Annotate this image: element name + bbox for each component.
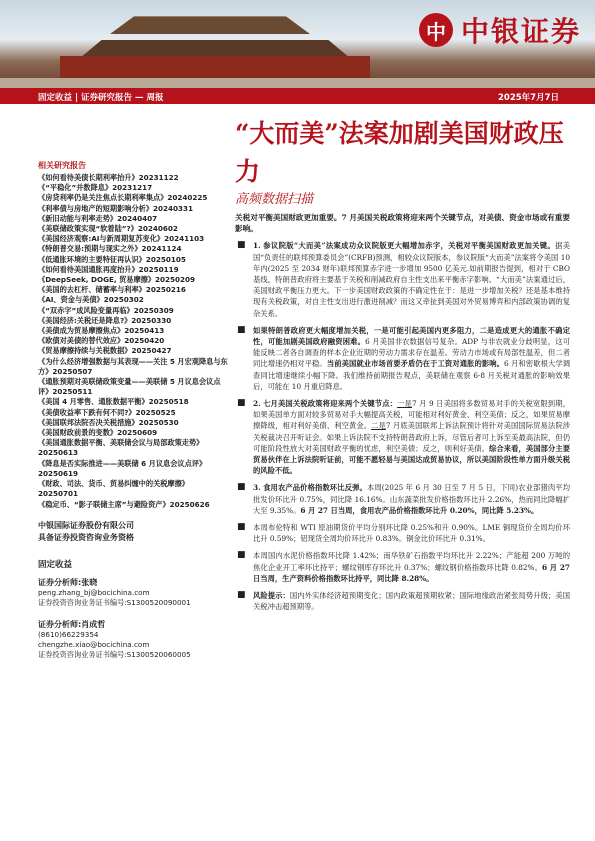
analyst-license: 证券投资咨询业务证书编号:S1300520060005 (38, 649, 191, 659)
related-item: 《AI、资金与美债》20250302 (38, 295, 144, 305)
related-research-list (38, 173, 228, 510)
point-text: 7 月底美国联邦上诉法院预计将针对美国国际贸易法院涉关税裁决召开听证会。如果上诉法院不支持特朗普政府上诉，尽管后者可上诉至美最高法院，但仍可能阶段性放大对美国财政平衡的忧虑，利空美债；反之，则利好美债。 (253, 421, 570, 453)
analyst-name: 证券分析师:张晓 (38, 577, 98, 587)
point-heading: 如果特朗普政府更大幅度增加关税，一是可能引起美国内更多阻力，二是造成更大的通胀不确定性，可能加剧美国政府融资困难。 (253, 325, 570, 347)
point-marker: 一是 (397, 399, 412, 409)
risk-text: 国内外实体经济超预期变化；国内政策超预期收紧；国际地缘政治紧张局势升级；美国关税冲击超预期等。 (253, 591, 571, 612)
related-item: 《如何看待美国通胀再度抬升》20250119 (38, 264, 179, 274)
point-emphasis: 6 月 27 日当周，食用农产品价格指数环比升 0.20%，同比降 5.23%。 (300, 505, 539, 515)
point-emphasis: 当前美国就业市场首要矛盾仍在于工资对通胀的影响。 (326, 359, 504, 369)
analyst-phone: (8610)66229354 (38, 629, 99, 639)
point-heading: 食用农产品价格指数环比反弹。 (263, 483, 367, 493)
forbidden-city-stairs (0, 78, 595, 88)
analyst-block (38, 620, 228, 660)
point-text: 6 月美国非农数据信号复杂。ADP 与非农就业分歧明显，这可能反映二者各自调查的样本企业近期的劳动力需求存在温差。劳动力市场或有局部性温差，但二者同比增速仍相对平稳。 (253, 337, 571, 369)
report-category-bar (0, 88, 595, 104)
related-item: 《财政、司法、货币、贸易纠缠中的关税摩擦》20250701 (38, 479, 189, 499)
analyst-license: 证券投资咨询业务证书编号:S1300520090001 (38, 597, 191, 607)
related-item: 《美债收益率下跌有何不同?》20250525 (38, 407, 176, 417)
report-category: 固定收益 | 证券研究报告 — 周报 (38, 93, 164, 103)
related-item: 《美债成为贸易摩擦焦点》20250413 (38, 326, 165, 336)
sidebar (38, 160, 228, 660)
lead-paragraph: 关税对平衡美国财政更加重要。7 月美国关税政策将迎来两个关键节点，对美债、资金市场或有重要影响。 (235, 213, 570, 234)
related-item: 《低通胀环境的主要特征再认识》20250105 (38, 254, 186, 264)
related-item: 《降息是否实际推进——美联储 6 月议息会议点评》20250619 (38, 458, 207, 478)
bullet-icon: ■ (237, 590, 246, 601)
analyst-block (38, 578, 228, 608)
point-text: 本周国内水泥价格指数环比降 1.42%；南华铁矿石指数平均环比升 2.22%；产能超 200 万吨的焦化企业开工率环比持平；螺纹钢库存环比升 0.37%；螺纹钢价格指数环比降 0.82%。 (253, 551, 570, 572)
header-banner (0, 0, 595, 88)
brand-name: 中银证券 (460, 15, 581, 48)
point-commodities (235, 522, 570, 544)
point-2 (235, 398, 570, 476)
related-item: 《“双赤字”成风险变量再临》20250309 (38, 305, 174, 315)
sector-label: 固定收益 (38, 559, 73, 570)
bullet-icon: ■ (237, 398, 246, 409)
point-3 (235, 482, 570, 516)
forbidden-city-roof-upper (110, 12, 310, 34)
related-item: 《DeepSeek, DOGE, 贸易摩擦》20250209 (38, 275, 196, 285)
forbidden-city-hall (60, 56, 370, 80)
point-emphasis: 综合来看，美国部分主要贸易伙伴在上诉法院听证前，可能不愿轻易与美国达成贸易协议，所以美国阶段性单方面升级关税的风险不低。 (253, 443, 571, 476)
point-emphasis: 6 月 27 日当周，生产资料价格指数环比持平，同比降 8.28%。 (253, 562, 571, 583)
related-research-header: 相关研究报告 (38, 161, 86, 170)
point-heading: 参议院版“大而美”法案成功众议院版更大幅增加赤字，关税对平衡美国财政更加关键。 (263, 241, 556, 251)
related-item: 《美国的去杠杆、储蓄率与利率》20250216 (38, 285, 186, 295)
related-item: 《“平稳化”并数降息》20231217 (38, 183, 153, 193)
point-text: 据美国“负责任的联邦预算委员会”(CRFB)预测，相较众议院版本，参议院版“大而美”法案将令美国 10 年内(2025 至 2034 财年)联邦预算赤字进一步增加 9500 亿美元.如前期报告提到，相对于 CBO 基线，特朗普政府将主要基于关税和削减政府自主性支出来平衡赤字影响。“大而美”法案通过后，美国财政平衡压力更大。下一步美国财政政策的不确定性在于：是进一步增加关税？还是基本维持现有关税政策，对自主性支出进行激进削减？而这又牵扯到美国对外贸易博弈和内部政策协调的复杂关系。 (253, 241, 570, 318)
point-number: 3. (253, 483, 261, 493)
analyst-email[interactable]: chengzhe.xiao@bocichina.com (38, 639, 150, 649)
related-item: 《美联储政策实现“软着陆”?》20240602 (38, 224, 178, 234)
boc-logo-icon: 中 (419, 13, 453, 47)
report-date: 2025年7月7日 (498, 93, 559, 103)
related-item: 《美国财政前景的变数》20250609 (38, 428, 158, 438)
point-number: 1. (253, 241, 261, 251)
related-item: 《美国联邦法院否决关税措施》20250530 (38, 417, 179, 427)
point-text: 本周布伦特和 WTI 原油期货价平均分别环比降 0.25%和升 0.90%。LME 铜现货价全周均价环比升 0.59%；铝现货全周均价环比升 0.83%。铜金比价环比升 0.31%。 (253, 523, 570, 544)
report-subtitle: 高频数据扫描 (235, 192, 314, 207)
related-item: 《美国 4 月零售、通胀数据平衡》20250518 (38, 397, 189, 407)
bullet-icon: ■ (237, 240, 246, 251)
analyst-email[interactable]: peng.zhang_bj@bocichina.com (38, 587, 150, 597)
related-item: 《为什么经济增强数据与其表现——关注 5 月宏观降息与东方》20250507 (38, 356, 228, 376)
point-text: 本周(2025 年 6 月 30 日至 7 月 5 日，下同)农业部猪肉平均批发价环比升 0.75%，同比降 16.16%。山东蔬菜批发价格指数环比升 2.26%，热而同比降幅扩大至 9.35%。 (253, 483, 570, 515)
company-info: 中银国际证券股份有限公司 具备证券投资咨询业务资格 (38, 520, 134, 542)
point-text: 7 月 9 日美国将多数贸易对手的关税宽限到期，如果美国单方面对较多贸易对手大幅提高关税，可能相对利好黄金、利空美债；反之，如果贸易摩擦降级，相对利好美债、利空黄金。 (253, 399, 570, 431)
related-item: 《欧债对美债的替代效应》20250420 (38, 336, 165, 346)
related-item: 《美国通胀数据平衡、美联储会议与局部政策走势》20250613 (38, 438, 204, 458)
point-marker: 二是 (371, 421, 386, 431)
report-body (235, 212, 570, 619)
related-item: 《特朗普交易:预期与现实之外》20241124 (38, 244, 182, 254)
related-item: 《稳定币、“影子联储主席”与避险资产》20250626 (38, 499, 210, 509)
point-number: 2. (253, 399, 261, 409)
related-item: 《美国经济:关税还是降息?》20250330 (38, 315, 172, 325)
risk-label: 风险提示： (253, 591, 290, 601)
point-heading: 七月美国关税政策将迎来两个关键节点： (263, 399, 398, 409)
related-item: 《如何看待美债长期利率抬升》20231122 (38, 173, 179, 182)
related-item: 《利率债与房地产的短期影响分析》20240331 (38, 203, 194, 213)
related-item: 《美国经济观察:AI与新周期复苏变化》20241103 (38, 234, 205, 244)
brand-logo (419, 10, 581, 50)
bullet-icon: ■ (237, 482, 246, 493)
bullet-icon: ■ (237, 324, 246, 335)
related-item: 《房贷利率仍是关注焦点长期利率集点》20240225 (38, 193, 208, 203)
related-item: 《通胀预期对美联储政策变量——美联储 5 月议息会议点评》20250511 (38, 377, 221, 397)
bullet-icon: ■ (237, 522, 246, 533)
related-item: 《新旧动能与利率走势》20240407 (38, 213, 158, 223)
risk-warning (235, 590, 570, 612)
point-1 (235, 240, 570, 318)
analyst-name: 证券分析师:肖成哲 (38, 619, 106, 629)
bullet-icon: ■ (237, 550, 246, 561)
point-1b (235, 325, 570, 392)
related-item: 《贸易摩擦持续与关税数据》20250427 (38, 346, 172, 356)
point-production (235, 550, 570, 584)
point-text: 6 月和密歇根大学调查同比增速继续小幅下降。我们维持前期报告观点，美联储在观察 6-8 月关税对通胀的影响效果后，可能在 10 月重启降息。 (253, 359, 571, 391)
report-title: “大而美”法案加剧美国财政压力 (235, 119, 564, 186)
